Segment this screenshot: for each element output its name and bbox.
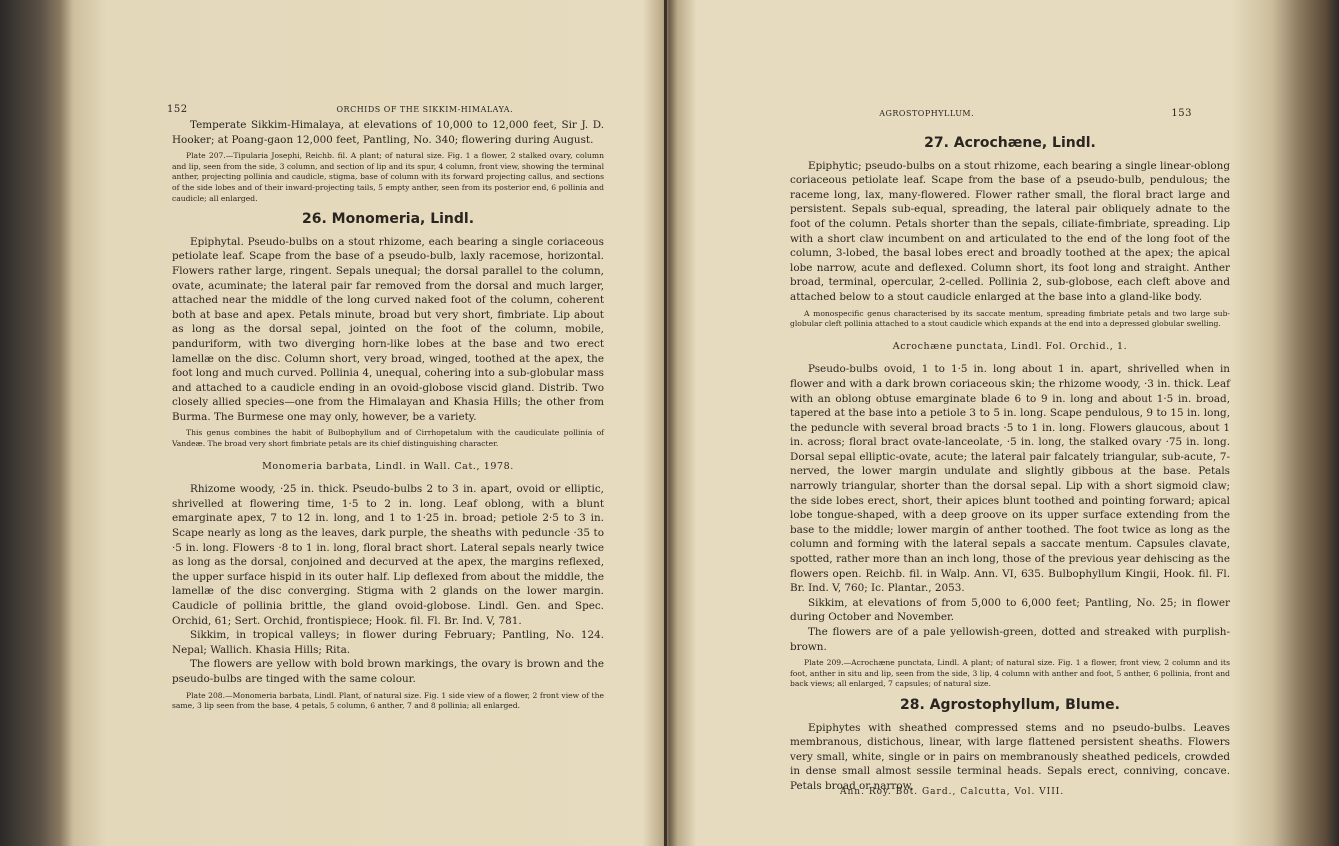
genus-description: Epiphytal. Pseudo-bulbs on a stout rhizome, each bearing a single coriaceous petiolate leaf. Scape from the base of a pseudo-bulb, laxly racemose, horizontal. Flowers rather large, ringent. Sepals unequal; the dorsal parallel to the column, ovate, acuminate; the lateral pair far removed from the dorsal and much larger, attached near the middle of the long curved naked foot of the column, coherent both at base and apex. Petals minute, broad but very short, fimbriate. Lip about as long as the dorsal sepal, jointed on the foot of the column, mobile, panduriform, with two diverging horn-like lobes at the base and two erect lamellæ on the disc. Column short, very broad, winged, toothed at the apex, the foot long and much curved. Pollinia 4, unequal, cohering into a sub-globular mass and attached to a caudicle ending in an ovoid-globose viscid gland. Distrib. Two closely allied species—one from the Himalayan and Khasia Hills; the other from Burma. The Burmese one may only, however, be a variety. [172, 235, 604, 423]
left-running-header [167, 103, 662, 118]
species-heading: Monomeria barbata, Lindl. in Wall. Cat., 1978. [262, 460, 514, 472]
species-description: Pseudo-bulbs ovoid, 1 to 1·5 in. long about 1 in. apart, shrivelled when in flower and with a dark brown coriaceous skin; the rhizome woody, ·3 in. thick. Leaf with an oblong obtuse emarginate blade 6 to 9 in. long and about 1·5 in. broad, tapered at the base into a petiole 3 to 5 in. long. Scape pendulous, 9 to 15 in. long, the peduncle with several broad bracts ·5 to 1 in. long. Flowers glaucous, about 1 in. across; floral bract ovate-lanceolate, ·5 in. long, the stalked ovary ·75 in. long. Dorsal sepal elliptic-ovate, acute; the lateral pair falcately triangular, sub-acute, 7-nerved, the lower margin undulate and slightly gibbous at the base. Petals narrowly triangular, shorter than the dorsal sepal. Lip with a short sigmoid claw; the side lobes erect, short, their apices blunt toothed and pointing forward; apical lobe tongue-shaped, with a deep groove on its upper surface extending from the base to the middle; lower margin of anther toothed. The foot twice as long as the column and forming with the lateral sepals a saccate mentum. Capsules clavate, spotted, rather more than an inch long, those of the previous year dehiscing as the flowers open. Reichb. fil. in Walp. Ann. VI, 635. Bulbophyllum Kingii, Hook. fil. Fl. Br. Ind. V, 760; Ic. Plantar., 2053. [790, 363, 1230, 595]
right-page [682, 0, 1292, 846]
species-heading: Acrochæne punctata, Lindl. Fol. Orchid., 1. [892, 340, 1128, 352]
left-page [62, 0, 662, 846]
species-description: Rhizome woody, ·25 in. thick. Pseudo-bulbs 2 to 3 in. apart, ovoid or elliptic, shrivelled at flowering time, 1·5 to 2 in. long. Leaf oblong, with a blunt emarginate apex, 7 to 12 in. long, and 1 to 1·25 in. broad; petiole 2·5 to 3 in. Scape nearly as long as the leaves, dark purple, the sheaths with peduncle ·35 to ·5 in. long. Flowers ·8 to 1 in. long, floral bract short. Lateral sepals nearly twice as long as the dorsal, conjoined and decurved at the apex, the margins reflexed, the upper surface hispid in its outer half. Lip deflexed from about the middle, the lamellæ of the disc converging. Stigma with 2 glands on the lower margin. Caudicle of pollinia brittle, the gland ovoid-globose. Lindl. Gen. and Spec. Orchid, 61; Sert. Orchid, frontispiece; Hook. fil. Fl. Br. Ind. V, 781. [172, 483, 604, 627]
left-running-title: ORCHIDS OF THE SIKKIM-HIMALAYA. [336, 105, 514, 114]
right-body [790, 128, 1230, 794]
paragraph: Temperate Sikkim-Himalaya, at elevations of 10,000 to 12,000 feet, Sir J. D. Hooker; at Poang-gaon 12,000 feet, Pantling, No. 340; flowering during August. [172, 119, 604, 146]
left-body [172, 118, 604, 716]
genus-heading: 26. Monomeria, Lindl. [301, 211, 475, 228]
genus-description-2: Epiphytes with sheathed compressed stems and no pseudo-bulbs. Leaves membranous, distichous, linear, with large flattened persistent sheaths. Flowers very small, white, single or in pairs on membranously sheathed pedicels, crowded in dense small almost sessile terminal heads. Sepals erect, conniving, concave. Petals broad or narrow, [790, 721, 1230, 792]
locality: Sikkim, in tropical valleys; in flower during February; Pantling, No. 124. Nepal; Wallich. Khasia Hills; Rita. [172, 629, 604, 656]
colour-note: The flowers are of a pale yellowish-green, dotted and streaked with purplish-brown. [790, 626, 1230, 653]
right-page-number: 153 [1171, 108, 1192, 119]
right-running-title: AGROSTOPHYLLUM. [879, 109, 975, 118]
colour-note: The flowers are yellow with bold brown markings, the ovary is brown and the pseudo-bulbs are tinged with the same colour. [172, 658, 604, 685]
plate-caption: Plate 208.—Monomeria barbata, Lindl. Plant, of natural size. Fig. 1 side view of a flower, 2 front view of the same, 3 lip seen from the base, 4 petals, 5 column, 6 anther, 7 and 8 pollinia; all enlarged. [172, 690, 604, 711]
page-footer: Ann. Roy. Bot. Gard., Calcutta, Vol. VIII. [840, 787, 1065, 797]
gutter [664, 0, 667, 846]
plate-caption: Plate 207.—Tipularia Josephi, Reichb. fil. A plant; of natural size. Fig. 1 a flower, 2 stalked ovary, column and lip, seen from the side, 3 column, and section of lip and its spur, 4 column, front view, showing the terminal anther, projecting pollinia and caudicle, stigma, base of column with its forward projecting callus, and sections of the side lobes and of their inward-projecting tails, 5 empty anther, seen from its posterior end, 6 pollinia and caudicle; all enlarged. [172, 151, 604, 203]
left-page-number: 152 [167, 104, 188, 115]
genus-note: This genus combines the habit of Bulbophyllum and of Cirrhopetalum with the caudiculate pollinia of Vandeæ. The broad very short fimbriate petals are its chief distinguishing character. [172, 428, 604, 449]
genus-heading-2: 28. Agrostophyllum, Blume. [900, 696, 1120, 713]
genus-note: A monospecific genus characterised by its saccate mentum, spreading fimbriate petals and two large sub-globular cleft pollinia attached to a stout caudicle which expands at the end into a depressed globular swelling. [790, 308, 1230, 329]
plate-caption: Plate 209.—Acrochæne punctata, Lindl. A plant; of natural size. Fig. 1 a flower, front view, 2 column and its foot, anther in situ and lip, seen from the side, 3 lip, 4 column with anther and foot, 5 anther, 6 pollinia, front and back views; all enlarged, 7 capsules; of natural size. [790, 658, 1230, 689]
right-running-header [682, 107, 1192, 122]
genus-heading: 27. Acrochæne, Lindl. [924, 135, 1096, 151]
locality: Sikkim, at elevations of from 5,000 to 6,000 feet; Pantling, No. 25; in flower during October and November. [790, 596, 1230, 624]
genus-description: Epiphytic; pseudo-bulbs on a stout rhizome, each bearing a single linear-oblong coriaceous petiolate leaf. Scape from the base of a pseudo-bulb, pendulous; the raceme long, lax, many-flowered. Flower rather small, the floral bract large and persistent. Sepals sub-equal, spreading, the lateral pair obliquely adnate to the foot of the column. Petals shorter than the sepals, ciliate-fimbriate, spreading. Lip with a short claw incumbent on and articulated to the end of the long foot of the column, 3-lobed, the basal lobes erect and broadly toothed at the apex; the apical lobe narrow, acute and deflexed. Column short, its foot long and straight. Anther broad, terminal, opercular, 2-celled. Pollinia 2, sub-globose, each cleft above and attached below to a stout caudicle enlarged at the base into a gland-like body. [790, 159, 1230, 303]
